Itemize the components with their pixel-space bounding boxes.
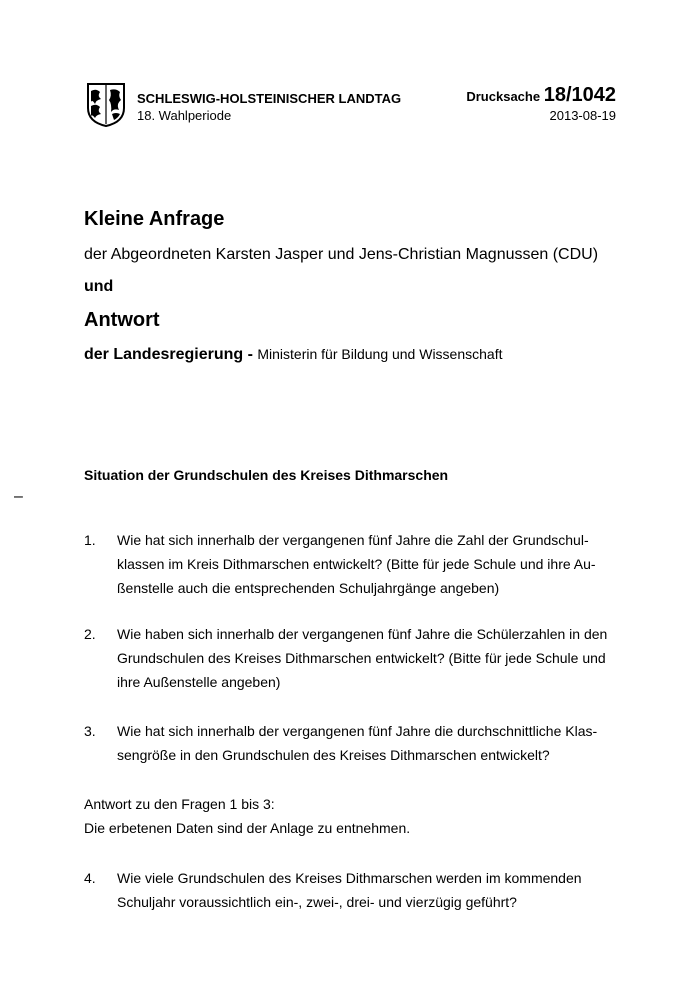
question-line: Grundschulen des Kreises Dithmarschen entwickelt? (Bitte für jede Schule und <box>117 650 606 666</box>
antwort-heading: Antwort <box>84 309 160 331</box>
question-1 <box>84 528 624 600</box>
ministerium-label: Ministerin für Bildung und Wissenschaft <box>257 346 503 362</box>
question-number: 3. <box>84 723 96 739</box>
abgeordnete-line: der Abgeordneten Karsten Jasper und Jens-Christian Magnussen (CDU) <box>84 246 599 263</box>
document-date: 2013-08-19 <box>549 108 616 123</box>
drucksache <box>466 84 616 107</box>
question-line: Wie viele Grundschulen des Kreises Dithmarschen werden im kommenden <box>117 870 582 886</box>
question-line: ihre Außenstelle angeben) <box>117 674 281 690</box>
question-line: sengröße in den Grundschulen des Kreises Dithmarschen entwickelt? <box>117 747 550 763</box>
drucksache-number: 18/1042 <box>543 84 616 106</box>
separator-dash: – <box>14 488 23 505</box>
answer-heading: Antwort zu den Fragen 1 bis 3: <box>84 796 275 812</box>
question-4 <box>84 866 624 914</box>
kleine-anfrage-heading: Kleine Anfrage <box>84 208 225 230</box>
coat-of-arms-icon <box>86 82 126 128</box>
answer-1-3 <box>84 792 624 840</box>
question-line: ßenstelle auch die entsprechenden Schuljahrgänge angeben) <box>117 580 500 596</box>
landesregierung-label: der Landesregierung - <box>84 346 253 363</box>
question-2 <box>84 622 624 694</box>
und-line: und <box>84 278 114 295</box>
parliament-name: SCHLESWIG-HOLSTEINISCHER LANDTAG <box>137 91 402 106</box>
question-line: Wie hat sich innerhalb der vergangenen fünf Jahre die Zahl der Grundschul- <box>117 532 589 548</box>
subject-heading: Situation der Grundschulen des Kreises Dithmarschen <box>84 467 449 483</box>
question-3 <box>84 719 624 767</box>
electoral-period: 18. Wahlperiode <box>137 108 232 123</box>
question-line: Wie haben sich innerhalb der vergangenen fünf Jahre die Schülerzahlen in den <box>117 626 608 642</box>
question-line: Wie hat sich innerhalb der vergangenen fünf Jahre die durchschnittliche Klas- <box>117 723 598 739</box>
question-line: klassen im Kreis Dithmarschen entwickelt? (Bitte für jede Schule und ihre Au- <box>117 556 596 572</box>
drucksache-label: Drucksache <box>466 89 541 104</box>
answer-text: Die erbetenen Daten sind der Anlage zu entnehmen. <box>84 820 411 836</box>
question-number: 4. <box>84 870 96 886</box>
question-line: Schuljahr voraussichtlich ein-, zwei-, drei- und vierzügig geführt? <box>117 894 517 910</box>
question-number: 2. <box>84 626 96 642</box>
landesregierung-line <box>84 346 502 364</box>
question-number: 1. <box>84 532 96 548</box>
